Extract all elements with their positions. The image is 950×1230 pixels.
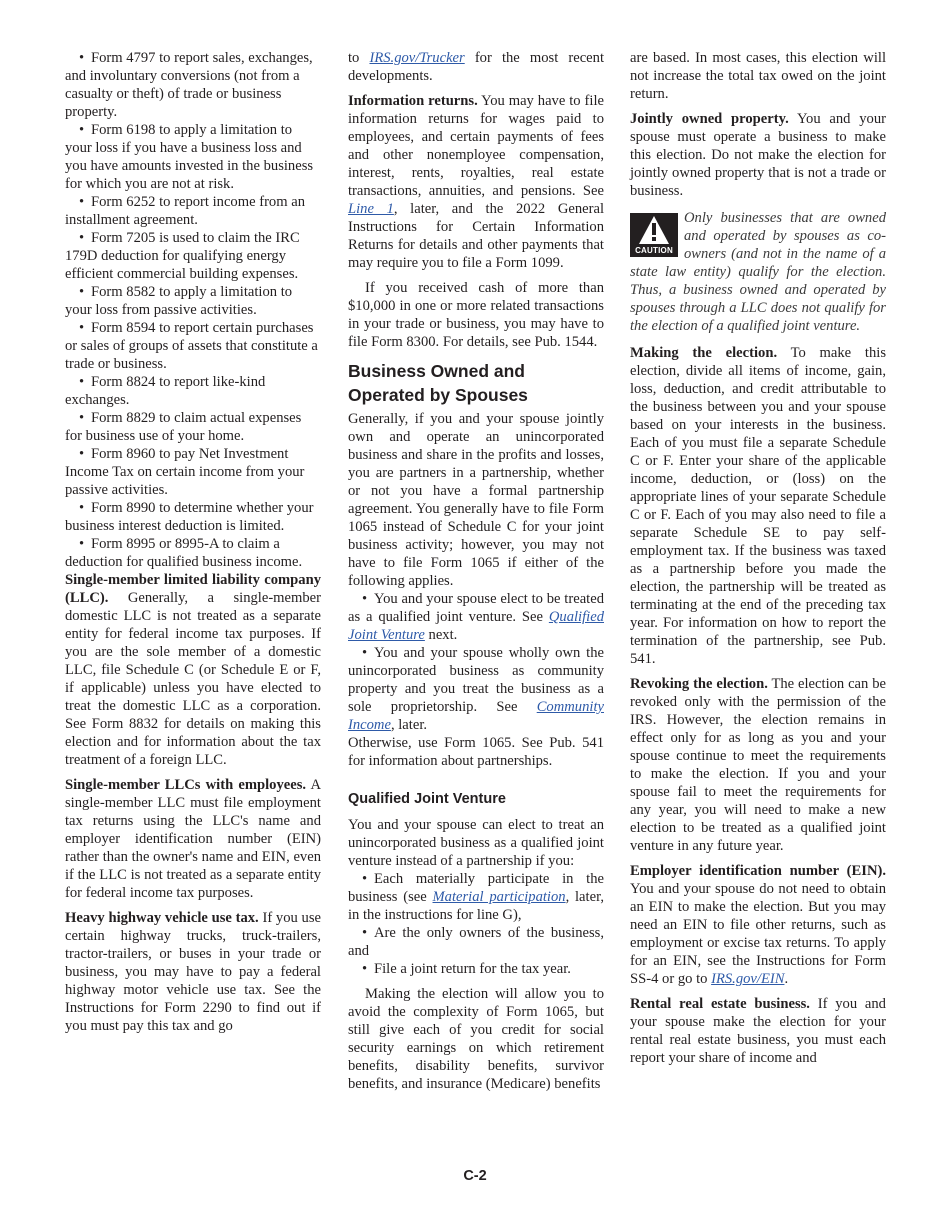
paragraph-making-election	[630, 344, 886, 668]
paragraph-jointly-owned	[630, 110, 886, 200]
list-item	[348, 590, 604, 644]
run-in-heading: Single-member LLCs with employees.	[65, 777, 307, 793]
column-middle	[348, 49, 604, 1093]
run-in-heading: Rental real estate business.	[630, 996, 810, 1012]
list-item	[348, 870, 604, 924]
paragraph-single-member-llc	[65, 571, 321, 769]
paragraph-text: You may have to file information returns for wages paid to employees, and certain payments of fees and other nonemployee compensation, interest, rents, royalties, real estate transactions, annuities, and pensions. See	[348, 93, 604, 199]
paragraph-text: If you use certain highway trucks, truck-trailers, tractor-trailers, or buses in your trade or business, you may have to pay a federal highway motor vehicle use tax. See the Instructions for Form 2290 to find out if you must pay this tax and go	[65, 910, 321, 1034]
caution-icon	[630, 213, 678, 257]
paragraph-text: , later, in the instructions for line G),	[348, 889, 604, 923]
paragraph-text: .	[784, 971, 789, 987]
list-item: • Form 7205 is used to claim the IRC 179D deduction for qualifying energy efficient commercial building expenses.	[65, 229, 321, 283]
paragraph-continued: are based. In most cases, this election will not increase the total tax owed on the joint return.	[630, 50, 886, 102]
list-item: • Form 8960 to pay Net Investment Income Tax on certain income from your passive activities.	[65, 445, 321, 499]
paragraph-text: next.	[424, 627, 458, 643]
paragraph-text: to	[348, 50, 370, 66]
list-item: • Form 4797 to report sales, exchanges, and involuntary conversions (not from a casualty or theft) of trade or business property.	[65, 49, 321, 121]
list-item: • File a joint return for the tax year.	[348, 960, 604, 978]
list-item	[348, 644, 604, 734]
paragraph-text: You and your spouse elect to be treated as a qualified joint venture. See	[348, 591, 604, 625]
list-item: • Form 6252 to report income from an installment agreement.	[65, 193, 321, 229]
section-heading: Business Owned and Operated by Spouses	[348, 361, 528, 405]
subsection-heading: Qualified Joint Venture	[348, 791, 506, 807]
link-material-participation[interactable]: Material participation	[432, 889, 566, 905]
paragraph-text: You and your spouse do not need to obtain an EIN to make the election. But you may need an EIN to file other returns, such as employment or excise tax returns. To apply for an EIN, see the Instructions for Form SS-4 or go to	[630, 881, 886, 987]
paragraph-text: You and your spouse wholly own the unincorporated business as community property and you treat the business as a sole proprietorship. See	[348, 645, 604, 715]
paragraph-text: Generally, a single-member domestic LLC is not treated as a separate entity for federal income tax purposes. If you are the sole member of a domestic LLC, file Schedule C (or Schedule E or F, if applicable) unless you have elected to treat the domestic LLC as a corporation. See Form 8832 for details on making this election and for information about the tax treatment of a foreign LLC.	[65, 590, 321, 768]
paragraph-text: for the most recent developments.	[348, 50, 605, 84]
list-item: • Are the only owners of the business, and	[348, 924, 604, 960]
list-item: • Form 8990 to determine whether your business interest deduction is limited.	[65, 499, 321, 535]
page-number: C-2	[463, 1168, 487, 1184]
warning-triangle-icon	[638, 215, 670, 245]
paragraph-rental-real-estate	[630, 995, 886, 1067]
paragraph-ein	[630, 862, 886, 988]
paragraph-text: If you and your spouse make the election for your rental real estate business, you must each report your share of income and	[630, 996, 886, 1066]
paragraph-otherwise: Otherwise, use Form 1065. See Pub. 541 for information about partnerships.	[348, 735, 604, 769]
paragraph-highway-vehicle-tax	[65, 909, 321, 1035]
paragraph-text: Each materially participate in the business (see	[348, 871, 604, 905]
link-irs-ein[interactable]: IRS.gov/EIN	[711, 971, 785, 987]
run-in-heading: Single-member limited liability company (LLC).	[65, 572, 321, 606]
paragraph-text: A single-member LLC must file employment tax returns using the LLC's name and employer identification number (EIN) rather than the owner's name and EIN, even if the LLC is not treated as a separate entity for federal income tax purposes.	[65, 777, 321, 901]
list-item: • Form 8594 to report certain purchases or sales of groups of assets that constitute a trade or business.	[65, 319, 321, 373]
column-right	[630, 49, 886, 1067]
link-line-1[interactable]: Line 1	[348, 201, 394, 217]
link-community-income[interactable]: Community Income	[348, 699, 604, 733]
paragraph-making-election: Making the election will allow you to avoid the complexity of Form 1065, but still give each of you credit for social security earnings on which retirement benefits, disability benefits, survivor benefits, and insurance (Medicare) benefits	[348, 986, 604, 1092]
list-item: • Form 6198 to apply a limitation to your loss if you have a business loss and you have amounts invested in the business for which you are not at risk.	[65, 121, 321, 193]
link-qualified-joint-venture[interactable]: Qualified Joint Venture	[348, 609, 604, 643]
paragraph-qjv: You and your spouse can elect to treat an unincorporated business as a qualified joint venture instead of a partnership if you:	[348, 817, 604, 869]
paragraph-text: , later.	[390, 717, 428, 733]
paragraph-revoking-election	[630, 675, 886, 855]
paragraph-text: The election can be revoked only with the permission of the IRS. However, the election remains in effect only for as long as you and your spouse continue to meet the requirements to make the election. If you and your spouse fail to meet the requirements for any year, you will need to make a new election to be treated as a qualified joint venture in any future year.	[630, 676, 886, 854]
caution-text: Only businesses that are owned and operated by spouses as co-owners (and not in the name of a state law entity) qualify for the election. Thus, a business owned and operated by spouses through a LLC does not qualify for the election of a qualified joint venture.	[630, 210, 886, 334]
column-left	[65, 49, 321, 1035]
caution-note	[630, 209, 886, 335]
paragraph-information-returns	[348, 92, 604, 272]
run-in-heading: Information returns.	[348, 93, 478, 109]
run-in-heading: Jointly owned property.	[630, 111, 789, 127]
paragraph-cash: If you received cash of more than $10,000 in one or more related transactions in your trade or business, you may have to file Form 8300. For details, see Pub. 1544.	[348, 280, 604, 350]
list-item: • Form 8995 or 8995-A to claim a deduction for qualified business income.	[65, 535, 321, 571]
list-item: • Form 8829 to claim actual expenses for business use of your home.	[65, 409, 321, 445]
paragraph-text: To make this election, divide all items of income, gain, loss, deduction, and credit attributable to the business between you and your spouse based on your interests in the business. Each of you must file a separate Schedule C or F. Enter your share of the applicable income, deduction, or (loss) on the appropriate lines of your separate Schedule C or F. Each of you may also need to file a separate Schedule SE to pay self-employment tax. If the business was taxed as a partnership before you made the election, the partnership will be treated as terminating at the end of the preceding tax year. For information on how to report the termination of the partnership, see Pub. 541.	[630, 345, 886, 667]
paragraph-continued	[348, 49, 604, 85]
caution-label: CAUTION	[635, 246, 673, 255]
link-irs-trucker[interactable]: IRS.gov/Trucker	[369, 50, 465, 66]
run-in-heading: Heavy highway vehicle use tax.	[65, 910, 259, 926]
run-in-heading: Employer identification number (EIN).	[630, 863, 886, 879]
list-item: • Form 8582 to apply a limitation to your loss from passive activities.	[65, 283, 321, 319]
run-in-heading: Making the election.	[630, 345, 778, 361]
paragraph-spouses: Generally, if you and your spouse jointly own and operate an unincorporated business and share in the profits and losses, you are partners in a partnership, whether or not you have a formal partnership agreement. You generally have to file Form 1065 instead of Schedule C for your joint business activity; however, you may not have to file Form 1065 if either of the following applies.	[348, 411, 604, 589]
paragraph-llc-employees	[65, 776, 321, 902]
list-item: • Form 8824 to report like-kind exchanges.	[65, 373, 321, 409]
paragraph-text: , later, and the 2022 General Instructions for Certain Information Returns for details and other payments that may require you to file a Form 1099.	[348, 201, 605, 271]
paragraph-text: You and your spouse must operate a business to make this election. Do not make the election for jointly owned property that is not a trade or business.	[630, 111, 886, 199]
run-in-heading: Revoking the election.	[630, 676, 768, 692]
